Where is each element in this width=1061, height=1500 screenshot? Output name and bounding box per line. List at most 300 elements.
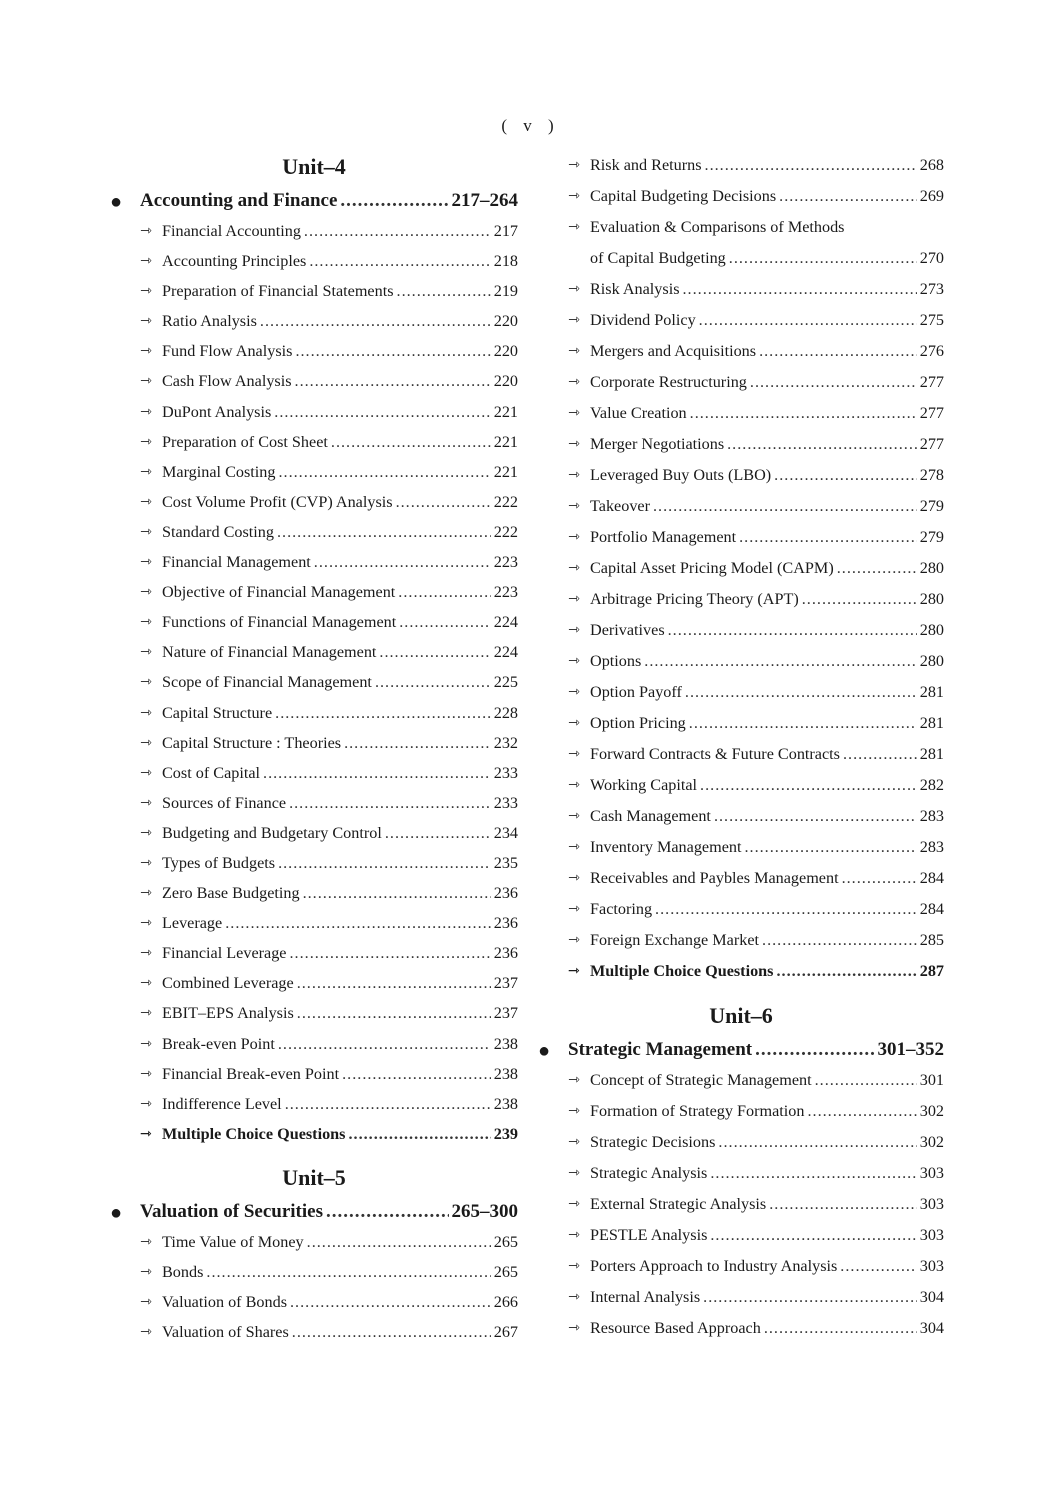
toc-entry-label: PESTLE Analysis [590,1226,708,1244]
dot-leader [807,1096,916,1127]
toc-entry[interactable] [110,457,518,487]
dot-leader [278,457,490,487]
unit-title: Unit–5 [282,1164,346,1190]
dot-leader [644,646,916,677]
toc-entry[interactable] [538,1158,944,1189]
toc-entry-label: Options [590,652,642,670]
toc-entry-page: 276 [919,342,944,360]
toc-entry-page: 238 [493,1064,518,1083]
toc-entry[interactable] [538,1251,944,1282]
toc-entry-label: Option Payoff [590,683,682,701]
arrow-icon: ⇾ [568,1289,580,1305]
toc-entry[interactable] [538,1189,944,1220]
toc-entry-page: 266 [493,1293,518,1312]
arrow-icon: ⇾ [568,157,580,173]
arrow-icon: ⇾ [568,870,580,886]
toc-entry-page: 223 [493,553,518,572]
dot-leader [837,553,917,584]
dot-leader [274,397,490,427]
toc-entry-label: Concept of Strategic Management [590,1071,812,1089]
toc-entry-label: Leverage [162,914,223,933]
toc-entry-label: Porters Approach to Industry Analysis [590,1257,838,1275]
arrow-icon: ⇾ [140,313,152,330]
arrow-icon: ⇾ [568,1320,580,1336]
toc-entry-page: 236 [493,944,518,963]
dot-leader [309,246,490,276]
toc-entry-page: 228 [493,703,518,722]
toc-entry[interactable] [538,739,944,770]
dot-leader [668,615,917,646]
dot-leader [755,1034,874,1066]
toc-entry-label: Mergers and Acquisitions [590,342,757,360]
dot-leader [307,1227,491,1257]
toc-entry-label: Financial Management [162,553,311,572]
dot-leader [710,1158,916,1189]
toc-entry[interactable] [538,1127,944,1158]
arrow-icon: ⇾ [568,653,580,669]
dot-leader [396,487,491,517]
toc-entry-page: 303 [919,1195,944,1213]
dot-leader [399,607,490,637]
toc-entry-page: 285 [919,931,944,949]
section-heading [110,1195,518,1227]
arrow-icon: ⇾ [568,467,580,483]
dot-leader [303,878,491,908]
toc-entry-page: 279 [919,497,944,515]
dot-leader [297,998,491,1028]
toc-entry[interactable] [538,336,944,367]
section-title: Accounting and Finance [140,190,338,211]
toc-entry[interactable] [110,667,518,697]
arrow-icon: ⇾ [140,644,152,661]
arrow-icon: ⇾ [140,1005,152,1022]
toc-entry[interactable] [110,1029,518,1059]
arrow-icon: ⇾ [568,1258,580,1274]
toc-entry-label: Sources of Finance [162,793,287,812]
toc-entry-label: Functions of Financial Management [162,613,397,632]
dot-leader [285,1089,491,1119]
arrow-icon: ⇾ [568,715,580,731]
arrow-icon: ⇾ [140,403,152,420]
toc-entry-label: Resource Based Approach [590,1319,761,1337]
toc-entry-label: Bonds [162,1263,204,1281]
toc-entry[interactable] [110,968,518,998]
toc-entry-label: Objective of Financial Management [162,583,396,602]
toc-entry-page: 270 [919,249,944,267]
toc-entry-label: Standard Costing [162,522,274,541]
toc-entry-page: 304 [919,1288,944,1306]
toc-entry-page: 223 [493,583,518,602]
toc-entry-label: Portfolio Management [590,528,737,546]
dot-leader [703,1282,917,1313]
toc-entry[interactable] [538,1065,944,1096]
toc-entry-label: Receivables and Paybles Management [590,869,839,887]
arrow-icon: ⇾ [568,188,580,204]
toc-entry-page: 234 [493,823,518,842]
toc-entry[interactable] [538,584,944,615]
toc-entry-page: 224 [493,643,518,662]
section-page-range: 217–264 [451,190,518,211]
toc-entry-page: 236 [493,884,518,903]
toc-entry[interactable] [538,1313,944,1344]
arrow-icon: ⇾ [140,1065,152,1082]
toc-entry[interactable] [538,243,944,274]
toc-entry-page: 233 [493,763,518,782]
toc-entry[interactable] [110,637,518,667]
toc-entry-label: Value Creation [590,404,687,422]
toc-entry[interactable] [110,1059,518,1089]
dot-leader [225,908,491,938]
toc-entry-label: Inventory Management [590,838,742,856]
arrow-icon: ⇾ [568,1103,580,1119]
toc-entry-page: 284 [919,869,944,887]
toc-entry[interactable] [538,398,944,429]
bullet-icon: ● [538,1040,551,1062]
toc-entry-page: 236 [493,914,518,933]
dot-leader [314,547,491,577]
dot-leader [379,637,490,667]
toc-entry[interactable] [110,758,518,788]
arrow-icon: ⇾ [140,1095,152,1112]
toc-entry[interactable] [538,460,944,491]
arrow-icon: ⇾ [140,1264,152,1280]
unit-title: Unit–4 [282,154,346,179]
arrow-icon: ⇾ [140,433,152,450]
toc-entry[interactable] [538,708,944,739]
toc-entry-label: Fund Flow Analysis [162,342,293,361]
arrow-icon: ⇾ [568,219,580,235]
toc-entry-label: Multiple Choice Questions [162,1124,346,1143]
toc-entry-page: 280 [919,652,944,670]
arrow-icon: ⇾ [140,223,152,239]
toc-right-column [538,150,944,1344]
dot-leader [295,336,490,366]
dot-leader [739,522,917,553]
toc-entry-page: 303 [919,1257,944,1275]
toc-entry[interactable] [110,1119,518,1149]
toc-entry-label: Dividend Policy [590,311,696,329]
arrow-icon: ⇾ [568,746,580,762]
toc-entry-page: 302 [919,1102,944,1120]
toc-entry-label: Financial Accounting [162,222,301,240]
toc-entry-label: Corporate Restructuring [590,373,747,391]
toc-entry-label: Budgeting and Budgetary Control [162,823,382,842]
dot-leader [206,1257,490,1287]
toc-entry[interactable] [538,305,944,336]
dot-leader [278,1029,491,1059]
arrow-icon: ⇾ [140,764,152,781]
dot-leader [260,306,491,336]
toc-entry[interactable] [110,336,518,366]
toc-entry[interactable] [110,1089,518,1119]
dot-leader [685,677,917,708]
toc-entry[interactable] [538,801,944,832]
toc-entry-page: 281 [919,745,944,763]
toc-entry-page: 237 [493,974,518,993]
toc-entry[interactable] [110,517,518,547]
toc-entry-page: 224 [493,613,518,632]
toc-entry[interactable] [110,908,518,938]
dot-leader [774,460,917,491]
arrow-icon: ⇾ [568,498,580,514]
toc-entry[interactable] [538,1220,944,1251]
arrow-icon: ⇾ [140,734,152,751]
toc-entry[interactable] [538,553,944,584]
arrow-icon: ⇾ [140,1324,152,1341]
dot-leader [764,1313,917,1344]
toc-entry[interactable] [538,429,944,460]
dot-leader [292,1317,491,1347]
toc-entry[interactable] [110,728,518,758]
toc-entry[interactable] [538,925,944,956]
toc-entry-label: Cash Flow Analysis [162,372,292,391]
dot-leader [690,398,917,429]
arrow-icon: ⇾ [568,312,580,328]
toc-entry[interactable] [110,547,518,577]
toc-entry-label: Derivatives [590,621,665,639]
dot-leader [714,801,917,832]
toc-entry-page: 277 [919,435,944,453]
arrow-icon: ⇾ [568,529,580,545]
dot-leader [710,1220,916,1251]
arrow-icon: ⇾ [140,584,152,601]
toc-entry-label: Time Value of Money [162,1232,304,1251]
arrow-icon: ⇾ [140,885,152,902]
toc-entry-page: 267 [493,1323,518,1342]
toc-entry[interactable] [110,1317,518,1347]
toc-entry[interactable] [538,646,944,677]
toc-entry-page: 217 [493,222,518,240]
toc-entry[interactable] [538,832,944,863]
toc-entry-label: Foreign Exchange Market [590,931,760,949]
toc-entry-label: Strategic Analysis [590,1164,708,1182]
arrow-icon: ⇾ [568,1072,580,1088]
toc-entry-label: Takeover [590,497,650,515]
toc-entry-page: 283 [919,838,944,856]
arrow-icon: ⇾ [568,777,580,793]
toc-entry-page: 220 [493,312,518,331]
toc-entry-page: 225 [493,673,518,692]
arrow-icon: ⇾ [568,622,580,638]
dot-leader [842,863,917,894]
toc-entry-label: Capital Structure : Theories [162,733,342,752]
arrow-icon: ⇾ [568,1165,580,1181]
toc-entry-page: 283 [919,807,944,825]
toc-entry[interactable] [110,487,518,517]
toc-entry-label: Valuation of Shares [162,1323,289,1342]
toc-entry-label: Factoring [590,900,653,918]
section-title: Valuation of Securities [140,1200,323,1222]
toc-entry[interactable] [538,863,944,894]
toc-entry[interactable] [110,216,518,246]
dot-leader [398,577,490,607]
dot-leader [344,728,491,758]
toc-entry-page: 281 [919,683,944,701]
toc-entry-page: 268 [919,156,944,174]
toc-entry-label: Cost of Capital [162,763,261,782]
toc-entry-page: 287 [919,962,944,980]
toc-left-column [110,150,518,1347]
arrow-icon: ⇾ [568,1196,580,1212]
toc-entry-label: Financial Leverage [162,944,287,963]
toc-entry-page: 221 [493,432,518,451]
toc-entry-label: Option Pricing [590,714,686,732]
arrow-icon: ⇾ [140,343,152,360]
toc-entry-label: Capital Structure [162,703,273,722]
toc-entry-label: Marginal Costing [162,462,276,481]
arrow-icon: ⇾ [140,794,152,811]
toc-entry-page: 220 [493,342,518,361]
toc-entry[interactable] [110,1227,518,1257]
toc-entry-page: 273 [919,280,944,298]
toc-entry-label: Capital Budgeting Decisions [590,187,777,205]
bullet-icon: ● [110,191,123,213]
arrow-icon: ⇾ [140,1035,152,1052]
toc-entry-label: Types of Budgets [162,853,276,872]
toc-entry[interactable] [110,577,518,607]
toc-entry[interactable] [538,1282,944,1313]
toc-entry[interactable] [538,181,944,212]
toc-entry[interactable] [110,607,518,637]
dot-leader [397,276,491,306]
dot-leader [815,1065,917,1096]
toc-entry[interactable] [110,246,518,276]
dot-leader [304,216,491,246]
toc-entry-page: 265 [493,1263,518,1281]
arrow-icon: ⇾ [140,253,152,270]
toc-entry[interactable] [538,150,944,181]
toc-entry-page: 222 [493,522,518,541]
toc-entry-page: 238 [493,1034,518,1053]
arrow-icon: ⇾ [140,463,152,480]
toc-entry[interactable] [110,276,518,306]
toc-entry-page: 301 [919,1071,944,1089]
toc-entry-label: Multiple Choice Questions [590,962,774,980]
toc-entry[interactable] [110,397,518,427]
toc-entry-label: Indifference Level [162,1094,282,1113]
toc-entry-label: Cash Management [590,807,711,825]
toc-entry[interactable] [538,491,944,522]
dot-leader [375,667,491,697]
toc-entry-label: Risk and Returns [590,156,702,174]
arrow-icon: ⇾ [140,1233,152,1250]
dot-leader [290,1287,491,1317]
toc-entry-page: 219 [493,282,518,301]
toc-entry-label: Risk Analysis [590,280,680,298]
toc-entry[interactable] [110,848,518,878]
toc-entry-label: Leveraged Buy Outs (LBO) [590,466,772,484]
toc-entry-page: 233 [493,793,518,812]
toc-entry-page: 280 [919,559,944,577]
arrow-icon: ⇾ [568,932,580,948]
toc-entry[interactable] [538,367,944,398]
toc-entry-page: 275 [919,311,944,329]
arrow-icon: ⇾ [140,1294,152,1311]
toc-entry-label: Nature of Financial Management [162,643,377,662]
toc-entry-label: Ratio Analysis [162,312,257,331]
arrow-icon: ⇾ [140,1125,152,1142]
toc-entry-label: Working Capital [590,776,698,794]
toc-entry-label: Scope of Financial Management [162,673,372,692]
toc-entry-page: 239 [493,1124,518,1143]
toc-entry-page: 278 [919,466,944,484]
toc-entry[interactable] [110,306,518,336]
arrow-icon: ⇾ [568,281,580,297]
arrow-icon: ⇾ [140,493,152,510]
toc-entry-label: DuPont Analysis [162,402,272,421]
toc-entry[interactable] [538,522,944,553]
toc-entry[interactable] [538,956,944,987]
dot-leader [297,968,491,998]
toc-entry[interactable] [110,878,518,908]
dot-leader [683,274,917,305]
toc-entry[interactable] [110,998,518,1028]
toc-entry-label: Cost Volume Profit (CVP) Analysis [162,492,393,511]
toc-entry-page: 303 [919,1164,944,1182]
toc-entry-page: 265 [493,1232,518,1251]
arrow-icon: ⇾ [568,436,580,452]
dot-leader [653,491,917,522]
dot-leader [275,698,491,728]
toc-entry-page: 304 [919,1319,944,1337]
toc-entry-label: Merger Negotiations [590,435,725,453]
toc-entry[interactable] [538,274,944,305]
dot-leader [705,150,917,181]
dot-leader [744,832,916,863]
toc-entry-page: 222 [493,492,518,511]
toc-entry-label: Preparation of Cost Sheet [162,432,328,451]
dot-leader [277,517,491,547]
toc-entry[interactable] [110,427,518,457]
dot-leader [342,1059,491,1089]
toc-entry[interactable] [110,1287,518,1317]
toc-entry-page: 235 [493,853,518,872]
toc-entry-label: Formation of Strategy Formation [590,1102,805,1120]
dot-leader [295,366,491,396]
arrow-icon: ⇾ [568,560,580,576]
dot-leader [340,185,448,217]
dot-leader [802,584,917,615]
toc-entry-label: Break-even Point [162,1034,275,1053]
toc-entry-page: 280 [919,621,944,639]
dot-leader [348,1119,490,1149]
arrow-icon: ⇾ [140,614,152,631]
toc-entry[interactable] [538,212,944,243]
toc-entry[interactable] [538,615,944,646]
toc-entry-label: Preparation of Financial Statements [162,282,394,301]
toc-entry[interactable] [110,366,518,396]
section-page-range: 301–352 [877,1039,944,1060]
toc-entry[interactable] [110,698,518,728]
arrow-icon: ⇾ [568,405,580,421]
dot-leader [779,181,917,212]
toc-entry[interactable] [538,1096,944,1127]
toc-entry[interactable] [110,938,518,968]
toc-entry[interactable] [538,894,944,925]
section-page-range: 265–300 [451,1200,518,1222]
toc-entry[interactable] [110,1257,518,1287]
arrow-icon: ⇾ [140,945,152,962]
toc-entry[interactable] [110,818,518,848]
toc-entry-page: 277 [919,404,944,422]
dot-leader [769,1189,916,1220]
dot-leader [699,305,917,336]
dot-leader [655,894,917,925]
toc-entry[interactable] [110,788,518,818]
toc-entry[interactable] [538,677,944,708]
toc-entry[interactable] [538,770,944,801]
arrow-icon: ⇾ [140,824,152,841]
